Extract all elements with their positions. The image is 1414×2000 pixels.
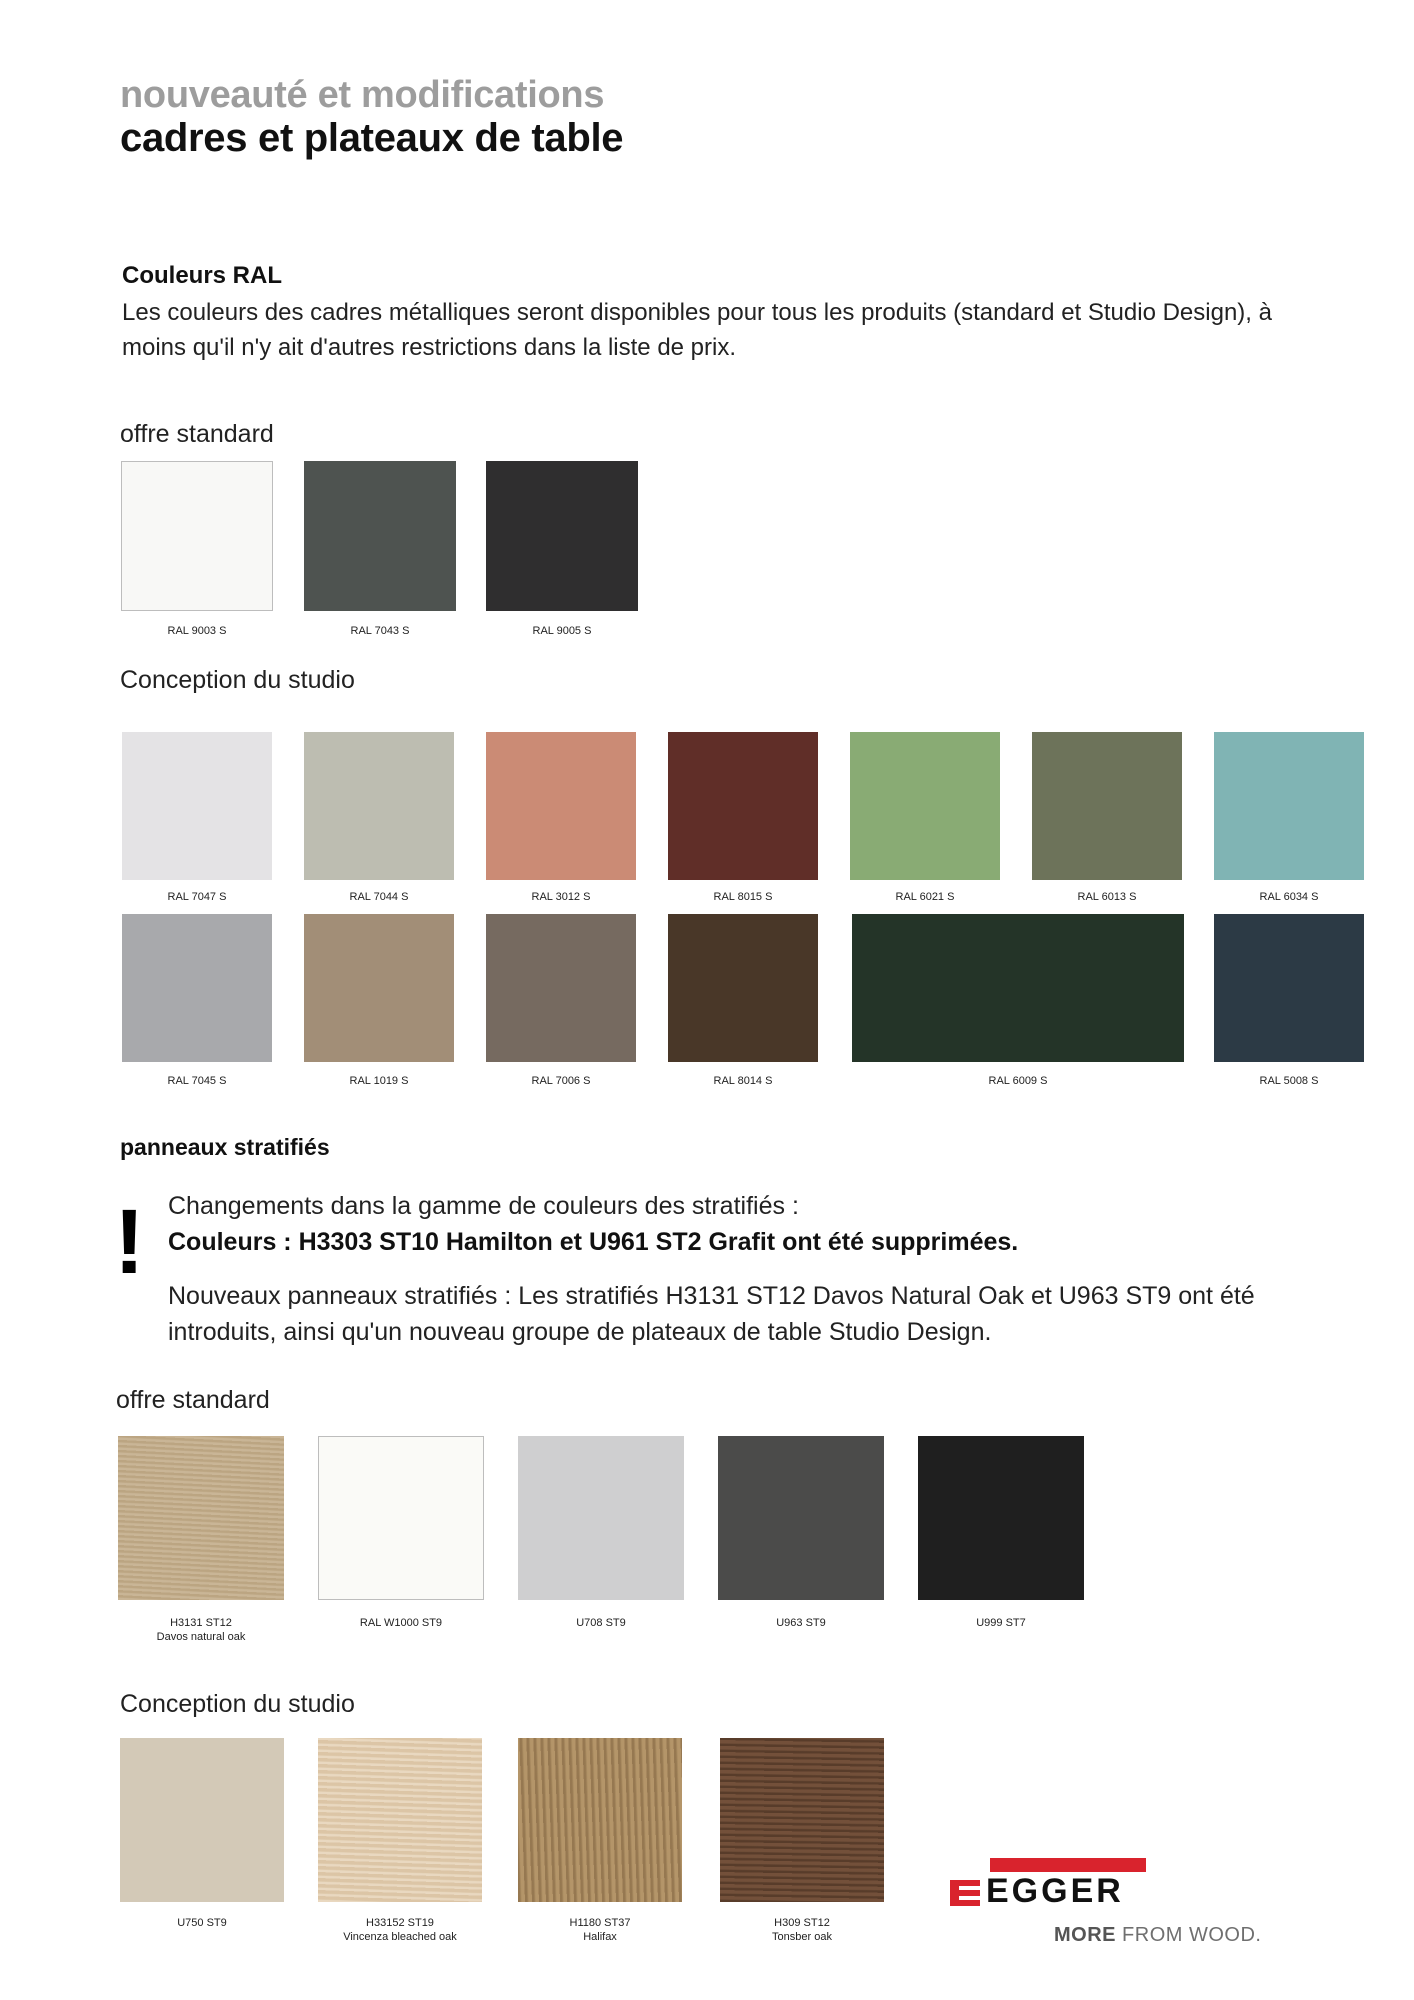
color-swatch: [668, 914, 818, 1062]
color-swatch: [718, 1436, 884, 1600]
swatch-caption: [118, 1616, 284, 1644]
swatch-code: H309 ST12: [774, 1917, 830, 1929]
swatch-code: RAL 6013 S: [1077, 891, 1137, 903]
swatch-caption: [486, 1074, 636, 1088]
swatch-name: Tonsber oak: [772, 1931, 832, 1943]
swatch-caption: [518, 1616, 684, 1630]
swatch-caption: [318, 1616, 484, 1630]
color-swatch: [318, 1436, 484, 1600]
swatch-code: RAL 6009 S: [988, 1075, 1048, 1087]
ral-description: Les couleurs des cadres métalliques seront disponibles pour tous les produits (standard et Studio Design), à moins qu'il n'y ait d'autres restrictions dans la liste de prix.: [122, 299, 1272, 361]
logo-red-bar: [990, 1858, 1146, 1872]
swatch-caption: [120, 1916, 284, 1930]
swatch-name: Davos natural oak: [156, 1631, 246, 1643]
logo-tag-bold: MORE: [1054, 1924, 1116, 1946]
color-swatch: [120, 1738, 284, 1902]
logo-brand: EGGER: [986, 1872, 1124, 1910]
color-swatch: [122, 914, 272, 1062]
color-swatch: [1214, 914, 1364, 1062]
swatch-caption: [304, 1074, 454, 1088]
swatch-code: RAL 7047 S: [167, 891, 227, 903]
swatch-code: RAL W1000 ST9: [359, 1617, 443, 1629]
color-swatch: [486, 732, 636, 880]
swatch-code: RAL 8014 S: [713, 1075, 773, 1087]
swatch-caption: [486, 624, 638, 638]
swatch-code: RAL 7043 S: [350, 625, 410, 637]
color-swatch: [304, 461, 456, 611]
color-swatch: [1032, 732, 1182, 880]
page-subtitle: nouveauté et modifications: [120, 74, 605, 116]
swatch-caption: [850, 890, 1000, 904]
page-title: cadres et plateaux de table: [120, 116, 624, 160]
swatch-code: H3131 ST12: [170, 1617, 232, 1629]
swatch-code: RAL 7006 S: [531, 1075, 591, 1087]
color-swatch: [518, 1436, 684, 1600]
swatch-code: RAL 5008 S: [1259, 1075, 1319, 1087]
color-swatch: [668, 732, 818, 880]
color-swatch: [118, 1436, 284, 1600]
swatch-caption: [486, 890, 636, 904]
color-swatch: [121, 461, 273, 611]
swatch-caption: [304, 624, 456, 638]
swatch-code: H33152 ST19: [366, 1917, 434, 1929]
notice-line-3: Nouveaux panneaux stratifiés : Les stratifiés H3131 ST12 Davos Natural Oak et U963 ST9 ont été introduits, ainsi qu'un nouveau groupe de plateaux de table Studio Design.: [168, 1282, 1255, 1346]
swatch-code: U750 ST9: [177, 1917, 227, 1929]
swatch-caption: [518, 1916, 682, 1944]
logo-tag-rest: FROM WOOD.: [1116, 1924, 1262, 1946]
swatch-code: RAL 9005 S: [532, 625, 592, 637]
swatch-caption: [122, 1074, 272, 1088]
swatch-code: U708 ST9: [576, 1617, 626, 1629]
color-swatch: [720, 1738, 884, 1902]
swatch-caption: [668, 890, 818, 904]
color-swatch: [1214, 732, 1364, 880]
color-swatch: [318, 1738, 482, 1902]
color-swatch: [518, 1738, 682, 1902]
swatch-code: U963 ST9: [776, 1617, 826, 1629]
swatch-caption: [852, 1074, 1184, 1088]
laminates-heading: panneaux stratifiés: [120, 1134, 330, 1160]
color-swatch: [122, 732, 272, 880]
warning-icon: !: [114, 1191, 145, 1293]
swatch-caption: [1214, 1074, 1364, 1088]
swatch-code: RAL 8015 S: [713, 891, 773, 903]
color-swatch: [852, 914, 1184, 1062]
tops-studio-label: Conception du studio: [120, 1690, 355, 1718]
swatch-code: RAL 9003 S: [167, 625, 227, 637]
swatch-code: RAL 7044 S: [349, 891, 409, 903]
swatch-caption: [720, 1916, 884, 1944]
color-swatch: [486, 461, 638, 611]
swatch-code: H1180 ST37: [569, 1917, 631, 1929]
swatch-caption: [1032, 890, 1182, 904]
notice-line-1: Changements dans la gamme de couleurs des stratifiés :: [168, 1192, 799, 1220]
frames-studio-label: Conception du studio: [120, 666, 355, 694]
logo-tagline: [1054, 1924, 1261, 1947]
color-swatch: [486, 914, 636, 1062]
color-swatch: [304, 732, 454, 880]
swatch-caption: [918, 1616, 1084, 1630]
swatch-name: Vincenza bleached oak: [343, 1931, 457, 1943]
swatch-code: RAL 6021 S: [895, 891, 955, 903]
color-swatch: [304, 914, 454, 1062]
frames-standard-label: offre standard: [120, 420, 274, 448]
logo-e-icon: [950, 1880, 980, 1906]
swatch-caption: [718, 1616, 884, 1630]
swatch-code: RAL 7045 S: [167, 1075, 227, 1087]
swatch-caption: [304, 890, 454, 904]
notice-line-2: Couleurs : H3303 ST10 Hamilton et U961 ST2 Grafit ont été supprimées.: [168, 1228, 1019, 1256]
ral-heading: Couleurs RAL: [122, 262, 283, 289]
swatch-code: RAL 3012 S: [531, 891, 591, 903]
swatch-name: Halifax: [583, 1931, 617, 1943]
color-swatch: [918, 1436, 1084, 1600]
swatch-caption: [121, 624, 273, 638]
swatch-caption: [122, 890, 272, 904]
swatch-code: RAL 1019 S: [349, 1075, 409, 1087]
swatch-code: U999 ST7: [976, 1617, 1026, 1629]
tops-standard-label: offre standard: [116, 1386, 270, 1414]
color-swatch: [850, 732, 1000, 880]
swatch-code: RAL 6034 S: [1259, 891, 1319, 903]
swatch-caption: [318, 1916, 482, 1944]
swatch-caption: [1214, 890, 1364, 904]
swatch-caption: [668, 1074, 818, 1088]
